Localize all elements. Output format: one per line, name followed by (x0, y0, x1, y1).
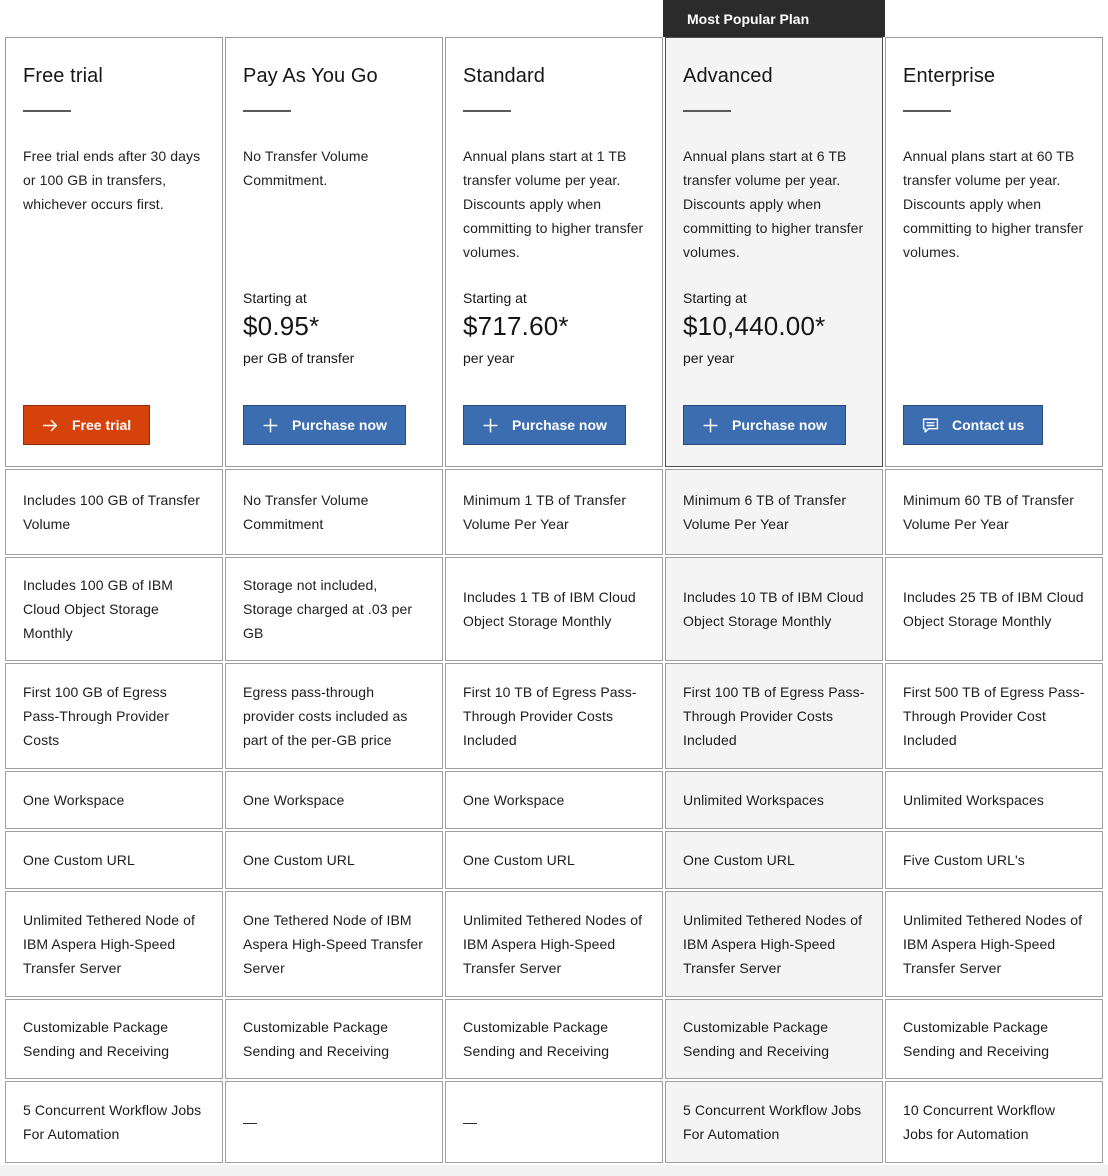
feature-cell: Storage not included, Storage charged at .03 per GB (225, 557, 443, 661)
plan-card-enterprise (885, 37, 1103, 467)
feature-cell: Customizable Package Sending and Receiving (5, 999, 223, 1079)
feature-cell: Minimum 60 TB of Transfer Volume Per Year (885, 469, 1103, 555)
arrow-right-icon (42, 417, 59, 434)
feature-row (0, 771, 1108, 829)
button-label: Purchase now (512, 417, 607, 433)
feature-cell: Includes 25 TB of IBM Cloud Object Storage Monthly (885, 557, 1103, 661)
plan-title-rule (683, 110, 731, 112)
feature-cell: Customizable Package Sending and Receiving (225, 999, 443, 1079)
feature-row (0, 891, 1108, 997)
feature-cell: 10 Concurrent Workflow Jobs for Automation (885, 1081, 1103, 1163)
plan-title-rule (463, 110, 511, 112)
feature-cell: One Workspace (445, 771, 663, 829)
plan-description: No Transfer Volume Commitment. (243, 148, 369, 188)
price-unit-label: per year (463, 350, 515, 366)
feature-cell: No Transfer Volume Commitment (225, 469, 443, 555)
plan-name: Pay As You Go (243, 65, 378, 87)
feature-cell: Unlimited Tethered Nodes of IBM Aspera High-Speed Transfer Server (665, 891, 883, 997)
free-trial-button[interactable] (23, 405, 150, 445)
feature-cell: 5 Concurrent Workflow Jobs For Automation (5, 1081, 223, 1163)
feature-cell: 5 Concurrent Workflow Jobs For Automation (665, 1081, 883, 1163)
feature-cell: Unlimited Workspaces (885, 771, 1103, 829)
button-label: Purchase now (292, 417, 387, 433)
plus-icon (262, 417, 279, 434)
plan-description: Annual plans start at 1 TB transfer volume per year. Discounts apply when committing to higher transfer volumes. (463, 148, 644, 260)
feature-cell: One Custom URL (225, 831, 443, 889)
feature-comparison-grid (0, 469, 1108, 1163)
starting-at-label: Starting at (683, 290, 747, 306)
most-popular-badge: Most Popular Plan (663, 0, 885, 37)
feature-row (0, 469, 1108, 555)
plan-name: Advanced (683, 65, 773, 87)
plan-title-rule (23, 110, 71, 112)
plan-description: Free trial ends after 30 days or 100 GB in transfers, whichever occurs first. (23, 148, 201, 212)
feature-cell: First 10 TB of Egress Pass-Through Provider Costs Included (445, 663, 663, 769)
plan-title-rule (903, 110, 951, 112)
feature-cell: Unlimited Tethered Nodes of IBM Aspera High-Speed Transfer Server (885, 891, 1103, 997)
plan-title-rule (243, 110, 291, 112)
feature-row (0, 663, 1108, 769)
feature-row (0, 557, 1108, 661)
starting-at-label: Starting at (243, 290, 307, 306)
button-label: Contact us (952, 417, 1025, 433)
price-block (903, 290, 1085, 298)
feature-cell: One Custom URL (445, 831, 663, 889)
plan-name: Free trial (23, 65, 103, 87)
feature-cell: Five Custom URL's (885, 831, 1103, 889)
plan-card-free-trial (5, 37, 223, 467)
price-unit-label: per year (683, 350, 735, 366)
feature-cell: Includes 10 TB of IBM Cloud Object Storage Monthly (665, 557, 883, 661)
plan-name: Enterprise (903, 65, 996, 87)
chat-icon (922, 417, 939, 434)
purchase-now-button[interactable] (463, 405, 626, 445)
feature-row (0, 999, 1108, 1079)
plan-card-advanced (665, 37, 883, 467)
feature-cell: Minimum 6 TB of Transfer Volume Per Year (665, 469, 883, 555)
feature-cell: First 100 GB of Egress Pass-Through Provider Costs (5, 663, 223, 769)
feature-cell: Unlimited Workspaces (665, 771, 883, 829)
badge-row (0, 0, 1108, 37)
price-value: $717.60* (463, 311, 569, 341)
price-block (23, 290, 205, 298)
plan-description: Annual plans start at 60 TB transfer volume per year. Discounts apply when committing to higher transfer volumes. (903, 148, 1084, 260)
starting-at-label: Starting at (463, 290, 527, 306)
button-label: Free trial (72, 417, 132, 433)
feature-cell: — (225, 1081, 443, 1163)
feature-cell: Unlimited Tethered Nodes of IBM Aspera High-Speed Transfer Server (445, 891, 663, 997)
feature-cell: Includes 100 GB of IBM Cloud Object Storage Monthly (5, 557, 223, 661)
feature-cell: — (445, 1081, 663, 1163)
contact-us-button[interactable] (903, 405, 1043, 445)
price-value: $0.95* (243, 311, 320, 341)
feature-cell: Includes 1 TB of IBM Cloud Object Storage Monthly (445, 557, 663, 661)
plan-name: Standard (463, 65, 545, 87)
price-block (243, 290, 425, 366)
page-bottom-strip (0, 1165, 1108, 1176)
plan-card-pay-as-you-go (225, 37, 443, 467)
feature-cell: One Workspace (225, 771, 443, 829)
feature-cell: Egress pass-through provider costs included as part of the per-GB price (225, 663, 443, 769)
price-block (463, 290, 645, 366)
feature-cell: One Tethered Node of IBM Aspera High-Speed Transfer Server (225, 891, 443, 997)
purchase-now-button[interactable] (243, 405, 406, 445)
plan-card-standard (445, 37, 663, 467)
feature-cell: Minimum 1 TB of Transfer Volume Per Year (445, 469, 663, 555)
feature-cell: Customizable Package Sending and Receiving (885, 999, 1103, 1079)
feature-cell: One Custom URL (665, 831, 883, 889)
feature-cell: Customizable Package Sending and Receiving (665, 999, 883, 1079)
feature-cell: First 500 TB of Egress Pass-Through Provider Cost Included (885, 663, 1103, 769)
price-unit-label: per GB of transfer (243, 350, 355, 366)
plus-icon (702, 417, 719, 434)
feature-cell: One Custom URL (5, 831, 223, 889)
plus-icon (482, 417, 499, 434)
button-label: Purchase now (732, 417, 827, 433)
price-block (683, 290, 865, 366)
feature-cell: One Workspace (5, 771, 223, 829)
feature-cell: First 100 TB of Egress Pass-Through Provider Costs Included (665, 663, 883, 769)
plan-cards-row (0, 37, 1108, 467)
feature-cell: Customizable Package Sending and Receiving (445, 999, 663, 1079)
price-value: $10,440.00* (683, 311, 826, 341)
feature-cell: Unlimited Tethered Node of IBM Aspera High-Speed Transfer Server (5, 891, 223, 997)
feature-row (0, 1081, 1108, 1163)
feature-cell: Includes 100 GB of Transfer Volume (5, 469, 223, 555)
plan-description: Annual plans start at 6 TB transfer volume per year. Discounts apply when committing to higher transfer volumes. (683, 148, 864, 260)
feature-row (0, 831, 1108, 889)
purchase-now-button[interactable] (683, 405, 846, 445)
